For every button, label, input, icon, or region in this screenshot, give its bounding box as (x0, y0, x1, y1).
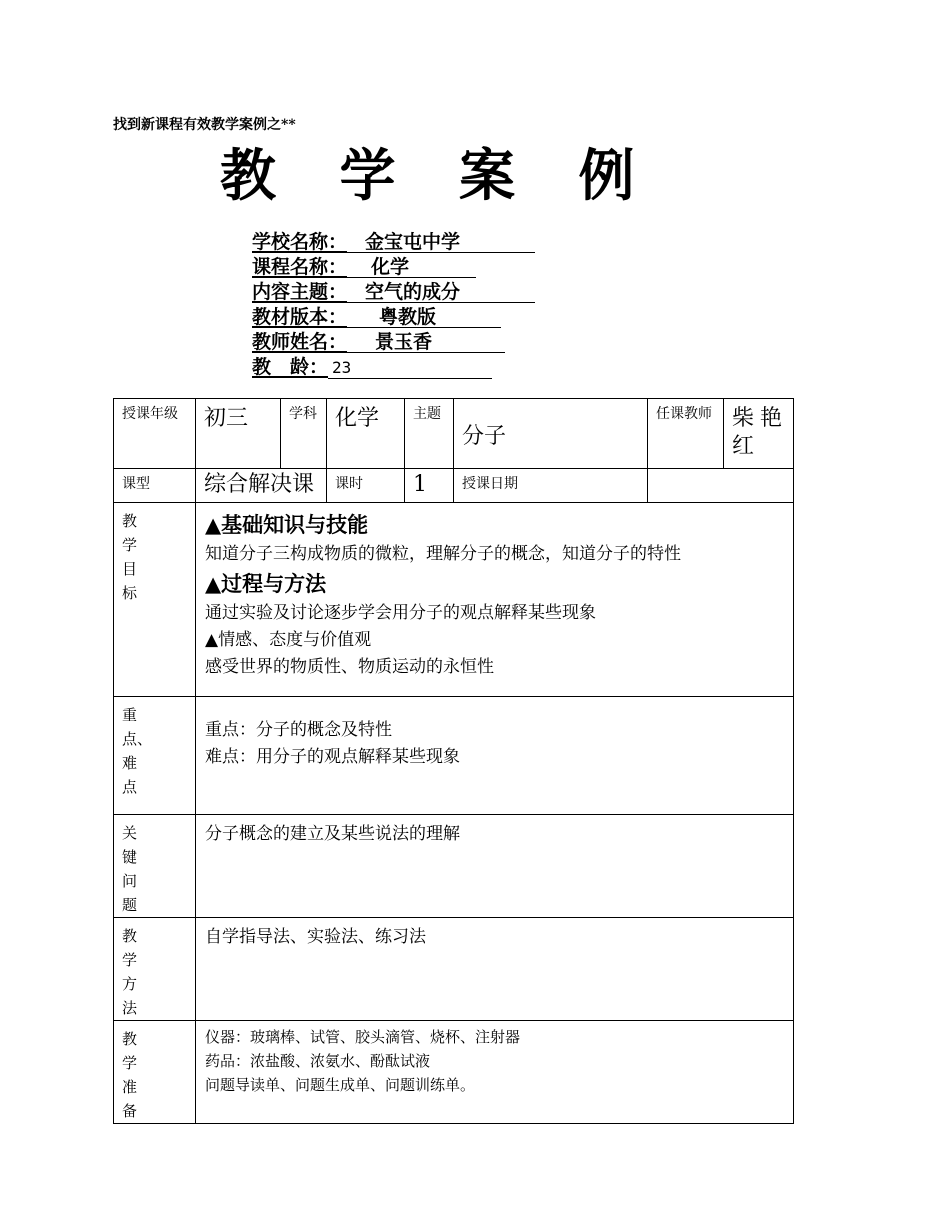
prep-label: 教学准备 (114, 1021, 196, 1124)
key-label: 重点、难点 (114, 697, 196, 815)
period-value: 1 (405, 469, 454, 503)
document-title: 教 学 案 例 (220, 143, 657, 209)
info-row-school (252, 230, 535, 255)
method-text: 自学指导法、实验法、练习法 (196, 918, 794, 1021)
prep-content (196, 1021, 794, 1124)
teacher-label: 教师姓名： (252, 331, 348, 353)
goals-text-2: 通过实验及讨论逐步学会用分子的观点解释某些现象 (205, 603, 596, 623)
years-value: 23 (328, 358, 492, 379)
table-row-goals (114, 503, 794, 697)
theme-label: 主题 (405, 399, 454, 469)
info-block (252, 230, 535, 380)
method-label: 教学方法 (114, 918, 196, 1021)
table-row-question (114, 815, 794, 918)
course-label: 课程名称： (252, 256, 348, 278)
info-row-course (252, 255, 535, 280)
table-row-method (114, 918, 794, 1021)
table-row-prep (114, 1021, 794, 1124)
school-value: 金宝屯中学 (347, 232, 535, 253)
teacher-label-cell: 任课教师 (648, 399, 724, 469)
lesson-plan-table (113, 398, 794, 1124)
question-label: 关键问题 (114, 815, 196, 918)
table-row-key (114, 697, 794, 815)
topic-value: 空气的成分 (347, 282, 535, 303)
subject-label: 学科 (281, 399, 327, 469)
goals-content (196, 503, 794, 697)
goals-heading-3: ▲情感、态度与价值观 (205, 630, 372, 650)
key-point: 重点：分子的概念及特性 (205, 720, 392, 740)
prep-reagents: 药品：浓盐酸、浓氨水、酚酞试液 (205, 1052, 431, 1070)
info-row-years (252, 355, 535, 380)
goals-text-1: 知道分子三构成物质的微粒，理解分子的概念，知道分子的特性 (205, 544, 681, 564)
info-row-edition (252, 305, 535, 330)
difficult-point: 难点：用分子的观点解释某些现象 (205, 747, 460, 767)
teacher-value: 景玉香 (347, 332, 505, 353)
info-row-teacher (252, 330, 535, 355)
subject-value: 化学 (327, 399, 405, 469)
prep-instruments: 仪器：玻璃棒、试管、胶头滴管、烧杯、注射器 (205, 1028, 521, 1046)
table-row-type (114, 469, 794, 503)
topic-label: 内容主题： (252, 281, 348, 303)
edition-value: 粤教版 (347, 307, 501, 328)
years-label: 教 龄： (252, 356, 329, 378)
prep-worksheets: 问题导读单、问题生成单、问题训练单。 (205, 1076, 476, 1094)
goals-label: 教学目标 (114, 503, 196, 697)
type-value: 综合解决课 (196, 469, 327, 503)
date-label: 授课日期 (454, 469, 648, 503)
grade-label: 授课年级 (114, 399, 196, 469)
question-text: 分子概念的建立及某些说法的理解 (196, 815, 794, 918)
school-label: 学校名称： (252, 231, 348, 253)
grade-value: 初三 (196, 399, 281, 469)
key-content (196, 697, 794, 815)
teacher-value-cell: 柴艳红 (724, 399, 794, 469)
course-value: 化学 (347, 257, 476, 278)
theme-value: 分子 (454, 399, 648, 469)
info-row-topic (252, 280, 535, 305)
goals-heading-2: ▲过程与方法 (205, 571, 327, 596)
goals-heading-1: ▲基础知识与技能 (205, 512, 369, 537)
date-value (648, 469, 794, 503)
goals-text-3: 感受世界的物质性、物质运动的永恒性 (205, 657, 494, 677)
period-label: 课时 (327, 469, 405, 503)
document-subtitle: 找到新课程有效教学案例之** (113, 117, 296, 133)
table-row-basic (114, 399, 794, 469)
edition-label: 教材版本： (252, 306, 348, 328)
type-label: 课型 (114, 469, 196, 503)
